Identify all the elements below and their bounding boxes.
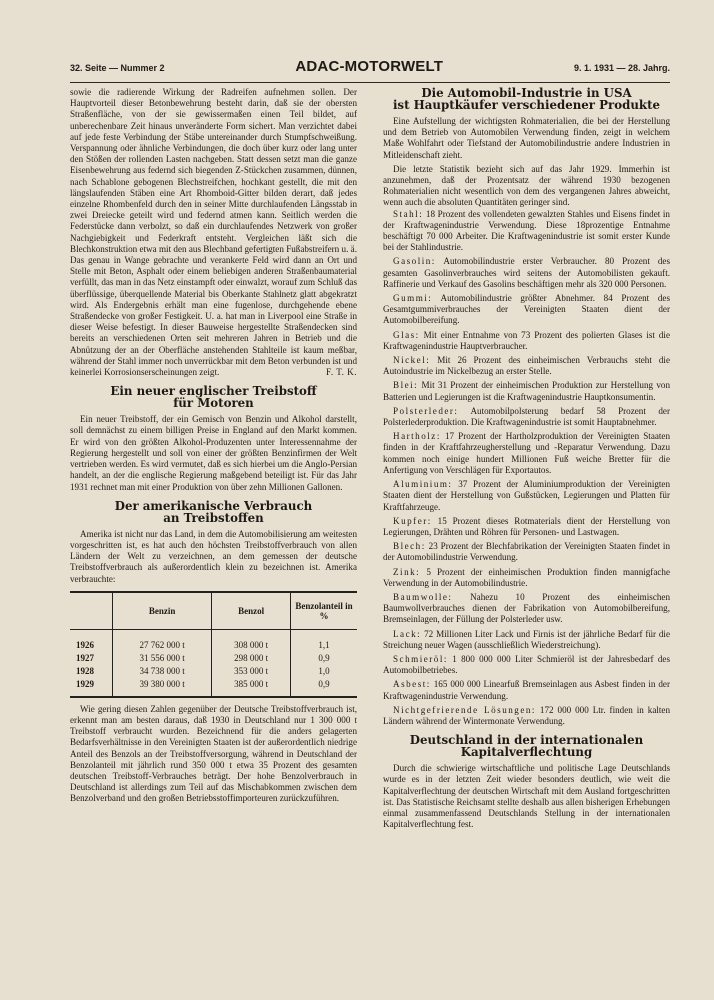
material-item [383,293,670,327]
paragraph: Durch die schwierige wirtschaftliche und politische Lage Deutschlands wurde es in der letzten Zeit wieder besonders deutlich, wie weit die Kapitalverflechtung der deutschen Wirtschaft mit dem Ausland fortgeschritten ist. Das Statistische Reichsamt stellte deshalb aus allen bisherigen Erhebungen einmal zusammenfassend Deutschlands Stellung in der internationalen Kapitalverflechtung fest. [383,763,670,830]
table-cell: 1929 [76,679,94,690]
table-header: Benzin [113,592,212,630]
heading-american-consumption [70,500,357,524]
material-text: 165 000 000 Linearfuß Bremseinlagen aus Asbest finden in der Kraftwagenindustrie Verwendung. [383,679,670,701]
material-text: 37 Prozent der Aluminiumproduktion der Vereinigten Staaten dient der Herstellung von Gußstücken, Legierungen und Platten für Kraftfahrzeuge. [383,479,670,512]
table-row [70,665,357,678]
heading-line: Deutschland in der internationalen [409,733,644,748]
table-cell: 353 000 t [212,665,291,678]
material-item [383,209,670,254]
table-header: Benzolanteil in % [291,592,358,630]
paragraph: Amerika ist nicht nur das Land, in dem die Automobilisierung am weitesten vorgeschritten ist, es hat auch den höchsten Treibstoffverbrauch von allen Ländern der Welt zu verzeichnen, an dem gemessen der deutsche Treibstoffverbrauch als außerordentlich klein zu bezeichnen ist. Amerika verbrauchte: [70,528,357,584]
table-cell: 1,0 [291,665,358,678]
article-continuation [70,87,357,378]
table-header-row [70,592,357,630]
heading-line: an Treibstoffen [163,510,264,525]
material-text: 18 Prozent des vollendeten gewalzten Stahles und Eisens findet in der Kraftwagenindustrie Verwendung. Diese 18prozentige Entnahme beschäftigt 70 000 Arbeiter. Die Kraftwagenindustrie ist somit erster Kunde bei der Stahlindustrie. [383,208,670,253]
table-cell: 1928 [76,666,94,677]
material-term: Zink: [393,566,421,577]
right-column [383,87,670,830]
paragraph: Wie gering diesen Zahlen gegenüber der Deutsche Treibstoffverbrauch ist, erkennt man am besten daraus, daß 1930 in Deutschland nur 1 300 000 t Treibstoff verbraucht wurden. Bezeichnend für die anders gelagerten Bedarfsverhältnisse in den Vereinigten Staaten ist der außerordentlich niedrige Anteil des Benzols an der Treibstoffversorgung, während in Deutschland der Benzolanteil mit jährlich rund 350 000 t etwa 35 Prozent des gesamten deutschen Treibstoff-Verbrauches beträgt. Der hohe Benzolverbrauch in Deutschland ist allerdings zum Teil auf das Mischabkommen zwischen dem Benzolverband und den großen Betriebsstoffimporteuren zurückzuführen. [70,703,357,804]
material-text: 172 000 000 Ltr. finden in kalten Ländern während der Wintermonate Verwendung. [383,704,671,726]
heading-line: Ein neuer englischer Treibstoff [110,384,317,399]
material-term: Blech: [393,541,426,552]
table-cell: 31 556 000 t [113,652,212,665]
material-text: Mit 31 Prozent der einheimischen Produktion zur Herstellung von Batterien und Legierungen ist die Kraftwagenindustrie Hauptkonsumentin. [383,380,671,402]
material-text: Automobilpolsterung bedarf 58 Prozent der Polsterlederproduktion. Die Kraftwagenindustrie ist somit Hauptabnehmer. [383,405,670,428]
material-term: Kupfer: [393,515,432,526]
magazine-title: ADAC-MOTORWELT [295,58,444,75]
author-signature: F. T. K. [326,367,357,378]
table-header: Benzol [212,592,291,630]
material-list [383,209,670,728]
table-cell: 385 000 t [212,678,291,697]
material-text: 5 Prozent der einheimischen Produktion finden mannigfache Verwendung in der Automobilindustrie. [383,566,670,588]
material-item [383,380,670,402]
material-text: 15 Prozent dieses Rotmaterials dient der Herstellung von Legierungen, Drähten und Röhren für Personen- und Lastwagen. [383,515,671,537]
consumption-table [70,591,357,698]
table-cell: 34 738 000 t [113,665,212,678]
material-item [383,479,670,513]
material-item [383,431,670,476]
material-text: Automobilindustrie größter Abnehmer. 84 Prozent des Gesamtgummiverbrauches der Vereinigten Staaten dient der Automobilbereifung. [383,293,670,326]
material-item [383,705,670,727]
material-term: Blei: [393,380,419,391]
left-column [70,87,357,830]
material-text: 72 Millionen Liter Lack und Firnis ist der jährliche Bedarf für die Streichung neuer Wagen (ausschließlich Wiederstreichung). [383,628,670,650]
material-term: Lack: [393,628,422,639]
material-item [383,516,670,538]
table-cell: 0,9 [291,652,358,665]
material-item [383,679,670,701]
heading-line: für Motoren [173,396,254,411]
material-term: Glas: [393,329,420,340]
paragraph: Ein neuer Treibstoff, der ein Gemisch von Benzin und Alkohol darstellt, soll demnächst zu einem billigen Preise in England auf den Markt kommen. Er wird von den größten Alkohol-Produzenten unter Interessennahme der Regierung hergestellt und soll von einer der größten Benzinfirmen der Welt vertrieben werden. Es wird vermutet, daß es sich hierbei um die Anglo-Persian handelt, an der die englische Regierung maßgebend beteiligt ist. Für das Jahr 1931 rechnet man mit einer Produktion von über zehn Millionen Gallonen. [70,414,357,492]
material-text: Mit 26 Prozent des einheimischen Verbrauchs steht die Autoindustrie im Nickelbezug an erster Stelle. [383,355,670,377]
continuation-text: sowie die radierende Wirkung der Radreifen aufnehmen sollen. Der Hauptvorteil dieser Betonbewehrung besteht darin, daß sie der obersten Straßenfläche, von der sie gewissermaßen einen Teil bildet, auf unberechenbare Zeit hinaus unveränderte Form sichert. Man verzichtet dabei auf jede feste Verbindung der Stäbe untereinander durch Stumpfschweißung. Verspannung oder ähnliche Verbindungen, die doch über kurz oder lang unter den Stößen der rollenden Lasten nachgeben. Statt dessen setzt man die ganze Eisenbewehrung aus federnd sich biegenden Z-Stückchen zusammen, dünnen, nach Schablone gebogenen Blechstreifchen, hochkant gestellt, die mit den längslaufenden Stäben eine Art Rhomboid-Gitter bilden derart, daß jedes einzelne Rhombenfeld durch den in seiner Mitte durchlaufenden Längsstab in zwei Dreiecke geteilt wird und federnd atmen kann. Seitlich werden die Federstücke dann verbolzt, so daß ein durchlaufendes Netzwerk von großer Nachgiebigkeit und Federkraft entsteht. Vergleichen läßt sich die Blechkonstruktion etwa mit den aus Blechband gefertigten Fußabstreifern u. ä. Das genau in Wange gebrachte und verankerte Feld wird dann an Ort und Stelle mit Beton, Asphalt oder einem beliebigen anderen Straßenbaumaterial verfüllt, das man in das Netz einstampft oder einwalzt, worauf zum Schluß das überflüssige, überquellende Material bis Oberkante Stahlnetz glatt abgekratzt wird. Als Endergebnis erhält man eine fugenlose, durchgehende ebene Straßendecke von großer Festigkeit. U. a. hat man in Liverpool eine Straße in dieser Weise befestigt. In dieser Bauweise hergestellte Straßendecken sind bereits an verschiedenen Orten seit mehreren Jahren in Betrieb und die Abnützung der an der Oberfläche anstehenden Stahlteile ist kaum meßbar, während der Stahl immer noch unverrückbar mit dem Beton verbunden ist und keinerlei Korrosionserscheinungen zeigt. [70,87,357,378]
table-row [70,678,357,697]
table-cell: 39 380 000 t [113,678,212,697]
table-cell: 27 762 000 t [113,629,212,652]
material-text: 17 Prozent der Hartholzproduktion der Vereinigten Staaten finden in der Kraftfahrzeugherstellung und -Reparatur Verwendung. Dazu kommen noch einige hundert Millionen Fuß weiche Bretter für die Anfertigung von Verschlägen für Exportautos. [383,431,670,475]
table-row [70,629,357,652]
material-item [383,330,670,352]
material-term: Gummi: [393,293,433,304]
material-text: Automobilindustrie erster Verbraucher. 80 Prozent des gesamten Gasolinverbrauches wird seitens der Automobilisten gekauft. Raffinerie und Verkauf des Gasolins beschäftigen mehr als 320 000 Personen. [383,256,671,289]
material-term: Asbest: [393,679,431,690]
material-term: Schmieröl: [393,653,448,664]
issue-date: 9. 1. 1931 — 28. Jahrg. [573,63,670,73]
material-item [383,256,670,290]
table-cell: 1,1 [291,629,358,652]
heading-line: Die Automobil-Industrie in USA [421,86,632,100]
heading-line: ist Hauptkäufer verschiedener Produkte [392,98,661,112]
material-text: 23 Prozent der Blechfabrikation der Vereinigten Staaten findet in der Automobilindustrie Verwendung. [383,541,670,563]
material-term: Polsterleder: [393,405,459,416]
material-item [383,629,670,651]
material-item [383,355,670,377]
material-text: 1 800 000 000 Liter Schmieröl ist der Jahresbedarf des Automobilbetriebes. [383,653,670,676]
material-item [383,406,670,428]
material-term: Baumwolle: [393,591,453,602]
heading-capital-interdependence [383,734,670,758]
table-header [70,592,113,630]
material-text: Nahezu 10 Prozent des einheimischen Baumwollverbrauches dienen der Fabrikation von Automobilbereifung, Bremseinlagen, der Füllung der Polsterleder usw. [383,591,670,625]
table-cell: 1927 [76,653,94,664]
material-term: Nickel: [393,355,431,366]
paragraph: Eine Aufstellung der wichtigsten Rohmaterialien, die bei der Herstellung und dem Betrieb von Automobilen Verwendung finden, zeigt in welchem Maße Wohlfahrt oder Tiefstand der Automobilindustrie andere Industrien in Mitleidenschaft zieht. [383,116,670,160]
page-header [70,58,670,83]
material-term: Gasolin: [393,256,436,267]
material-term: Stahl: [393,208,424,219]
material-term: Aluminium: [393,479,453,490]
table-row [70,652,357,665]
table-cell: 308 000 t [212,629,291,652]
material-term: Nichtgefrierende Lösungen: [393,704,536,715]
material-item [383,654,670,676]
heading-line: Der amerikanische Verbrauch [114,498,313,513]
material-item [383,592,670,626]
paragraph: Die letzte Statistik bezieht sich auf das Jahr 1929. Immerhin ist anzunehmen, daß der Prozentsatz der während 1930 bezogenen Rohmaterialien nicht wesentlich von dem des vergangenen Jahres abweicht, wenn auch die absoluten Quantitäten geringer sind. [383,163,670,208]
heading-line: Kapitalverflechtung [460,745,593,760]
table-cell: 1926 [76,640,94,651]
material-text: Mit einer Entnahme von 73 Prozent des polierten Glases ist die Kraftwagenindustrie Hauptverbraucher. [383,329,670,351]
page-number: 32. Seite — Nummer 2 [70,63,165,73]
heading-english-fuel [70,385,357,409]
table-cell: 298 000 t [212,652,291,665]
material-item [383,567,670,589]
material-item [383,541,670,563]
heading-usa-industry [383,87,670,111]
table-cell: 0,9 [291,678,358,697]
material-term: Hartholz: [393,431,441,442]
